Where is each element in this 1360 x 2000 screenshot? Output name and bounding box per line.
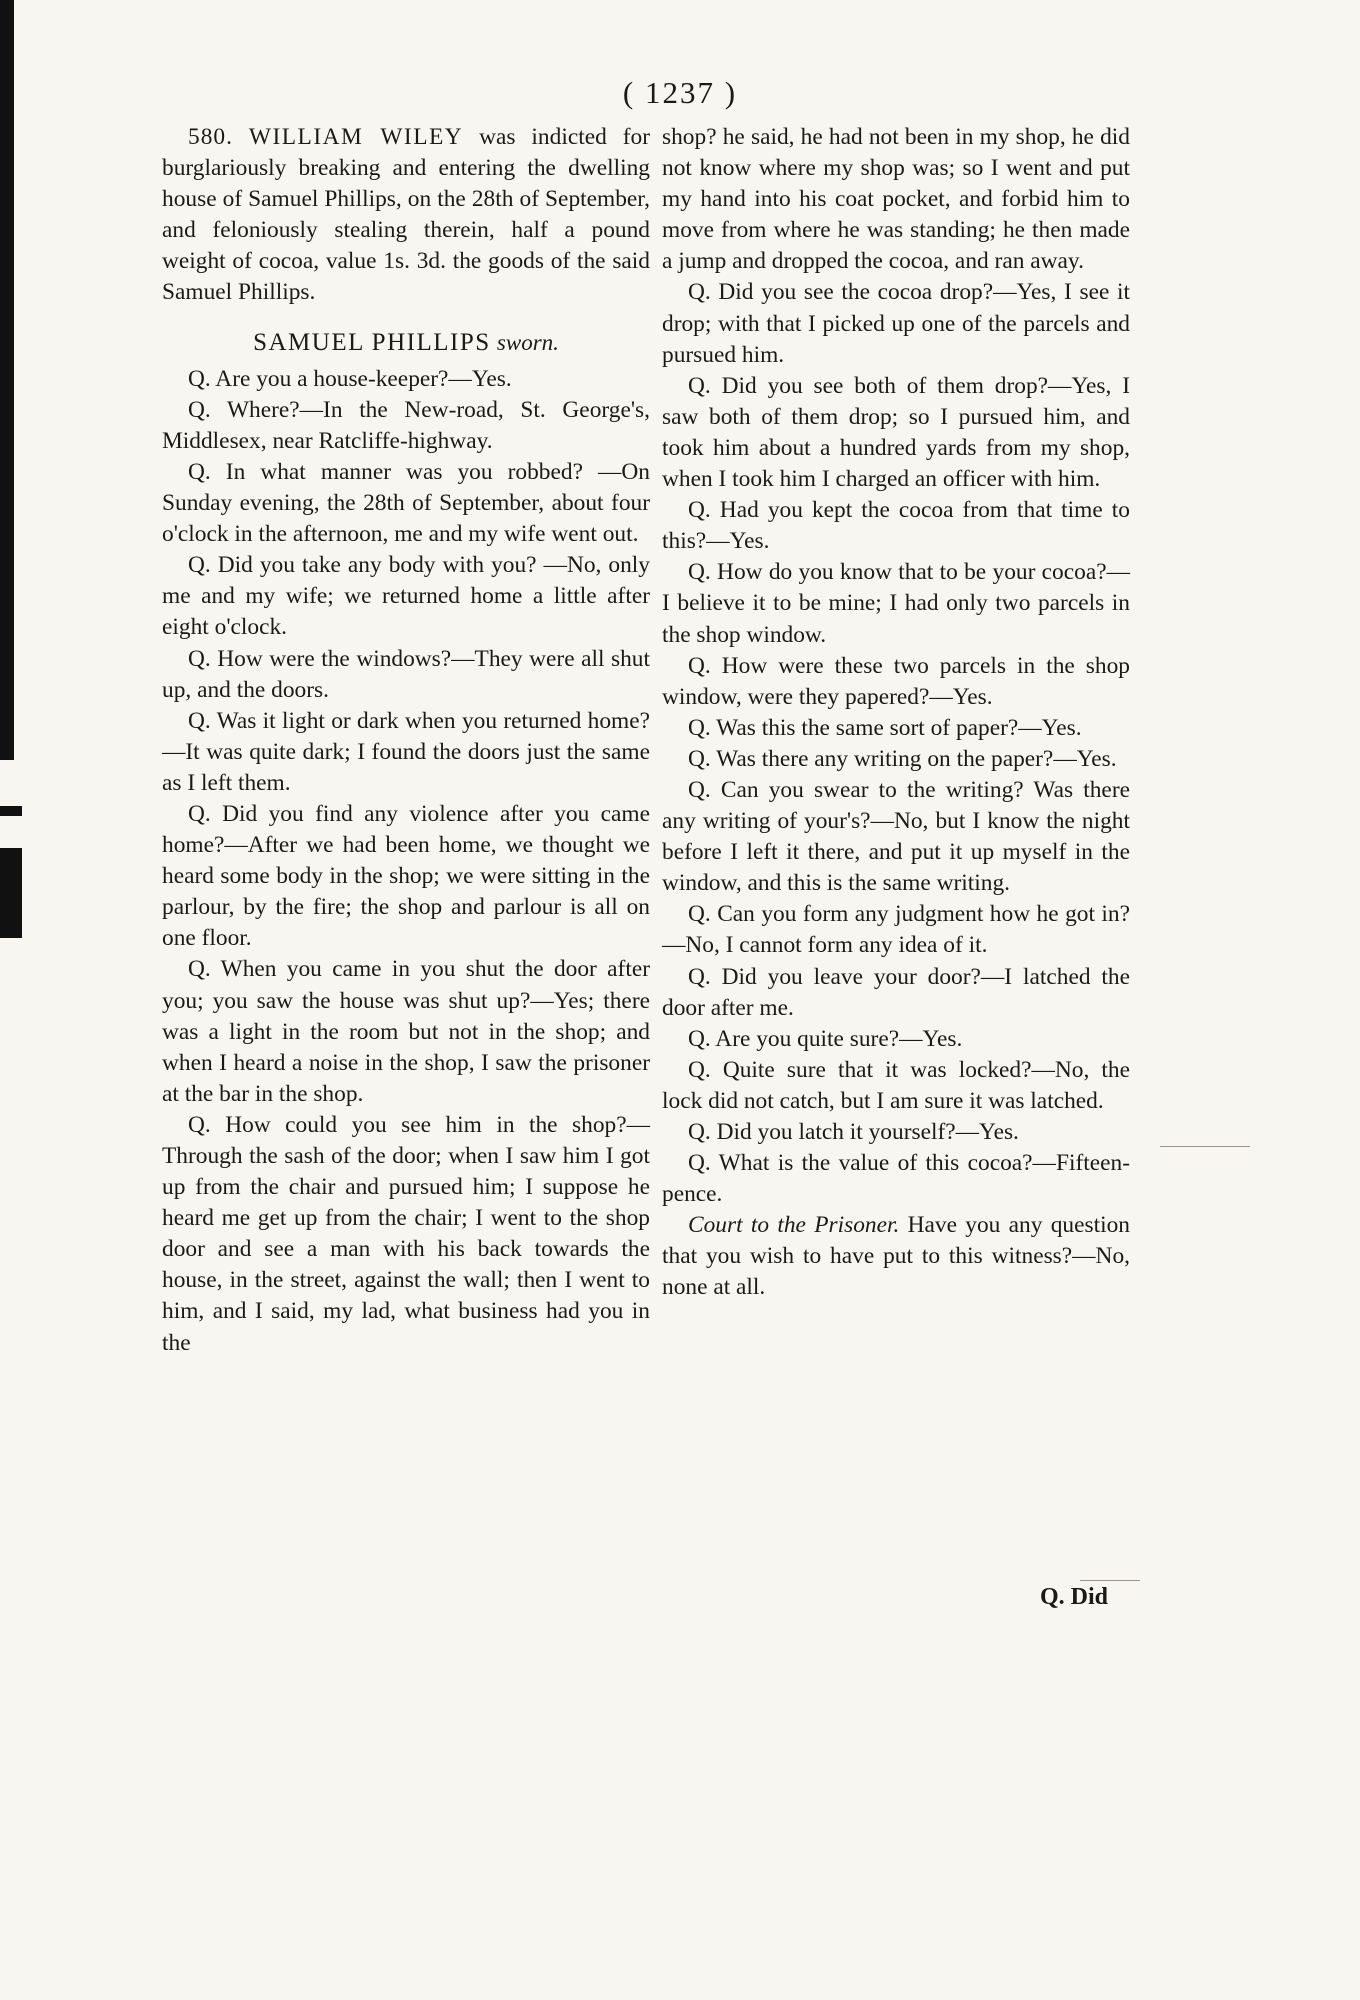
court-paragraph xyxy=(662,1210,1130,1303)
continued-paragraph: shop? he said, he had not been in my shop, he did not know where my shop was; so I went and put my hand into his coat pocket, and forbid him to move from where he was standing; he then made a jump and dropped the cocoa, and ran away. xyxy=(662,124,1130,275)
right-column xyxy=(662,122,1130,1304)
qa-paragraph: Q. How were these two parcels in the shop window, were they papered?—Yes. xyxy=(662,652,1130,710)
qa-paragraph: Q. Was it light or dark when you returned home?—It was quite dark; I found the doors just the same as I left them. xyxy=(162,707,650,796)
witness-name: SAMUEL PHILLIPS xyxy=(253,328,491,356)
qa-paragraph: Q. How could you see him in the shop?—Through the sash of the door; when I saw him I got up from the chair and pursued him; I suppose he heard me get up from the chair; I went to the shop door and see a man with his back towards the house, in the street, against the wall; then I went to him, and I said, my lad, what business had you in the xyxy=(162,1111,650,1356)
case-text: was indicted for burglariously breaking and entering the dwelling house of Samuel Phillips, on the 28th of September, and feloniously stealing therein, half a pound weight of cocoa, value 1s. 3d. the goods of the said Samuel Phillips. xyxy=(162,124,650,306)
qa-paragraph: Q. Did you take any body with you? —No, only me and my wife; we returned home a little after eight o'clock. xyxy=(162,552,650,641)
qa-paragraph: Q. Was there any writing on the paper?—Yes. xyxy=(688,745,1117,772)
qa-paragraph: Q. Did you find any violence after you came home?—After we had been home, we thought we heard some body in the shop; we were sitting in the parlour, by the fire; the shop and parlour is all on one floor. xyxy=(162,800,650,952)
margin-rule xyxy=(1080,1580,1140,1581)
qa-paragraph: Q. How were the windows?—They were all shut up, and the doors. xyxy=(162,645,650,703)
qa-paragraph: Q. Are you quite sure?—Yes. xyxy=(688,1025,963,1052)
qa-paragraph: Q. Where?—In the New-road, St. George's, Middlesex, near Ratcliffe-highway. xyxy=(162,396,650,454)
witness-note: sworn. xyxy=(496,329,559,355)
scan-edge-mark xyxy=(0,848,22,938)
qa-paragraph: Q. Did you see both of them drop?—Yes, I saw both of them drop; so I pursued him, and took him about a hundred yards from my shop, when I took him I charged an officer with him. xyxy=(662,372,1130,493)
qa-paragraph: Q. Did you leave your door?—I latched the door after me. xyxy=(662,963,1130,1021)
page-number: ( 1237 ) xyxy=(622,75,738,110)
qa-paragraph: Q. Quite sure that it was locked?—No, the lock did not catch, but I am sure it was latched. xyxy=(662,1056,1130,1114)
scan-edge-bar xyxy=(0,0,14,760)
qa-paragraph: Q. When you came in you shut the door after you; you saw the house was shut up?—Yes; there was a light in the room but not in the shop; and when I heard a noise in the shop, I saw the prisoner at the bar in the shop. xyxy=(162,956,650,1107)
case-number: 580. xyxy=(188,124,233,150)
court-lead: Court to the Prisoner. xyxy=(688,1212,900,1239)
qa-paragraph: Q. Are you a house-keeper?—Yes. xyxy=(188,365,512,392)
left-column xyxy=(162,122,650,1359)
qa-paragraph: Q. How do you know that to be your cocoa?—I believe it to be mine; I had only two parcels in the shop window. xyxy=(662,559,1130,648)
case-paragraph xyxy=(162,122,650,309)
qa-paragraph: Q. In what manner was you robbed? —On Sunday evening, the 28th of September, about four o'clock in the afternoon, me and my wife went out. xyxy=(162,458,650,548)
court-text: Have you any question that you wish to have put to this witness?—No, none at all. xyxy=(662,1212,1130,1301)
qa-paragraph: Q. Did you latch it yourself?—Yes. xyxy=(688,1119,1019,1145)
qa-paragraph: Q. Had you kept the cocoa from that time to this?—Yes. xyxy=(662,497,1130,555)
qa-paragraph: Q. What is the value of this cocoa?—Fifteen-pence. xyxy=(662,1150,1130,1208)
catchword: Q. Did xyxy=(1040,1584,1109,1610)
qa-paragraph: Q. Can you swear to the writing? Was there any writing of your's?—No, but I know the night before I left it there, and put it up myself in the window, and this is the same writing. xyxy=(662,776,1130,897)
qa-paragraph: Q. Was this the same sort of paper?—Yes. xyxy=(688,714,1082,741)
defendant-name: WILLIAM WILEY xyxy=(248,124,464,150)
qa-paragraph: Q. Can you form any judgment how he got in?—No, I cannot form any idea of it. xyxy=(662,901,1130,959)
witness-heading xyxy=(162,327,650,358)
scan-edge-mark xyxy=(0,806,22,816)
qa-paragraph: Q. Did you see the cocoa drop?—Yes, I see it drop; with that I picked up one of the parcels and pursued him. xyxy=(662,279,1130,368)
margin-rule xyxy=(1160,1146,1250,1147)
